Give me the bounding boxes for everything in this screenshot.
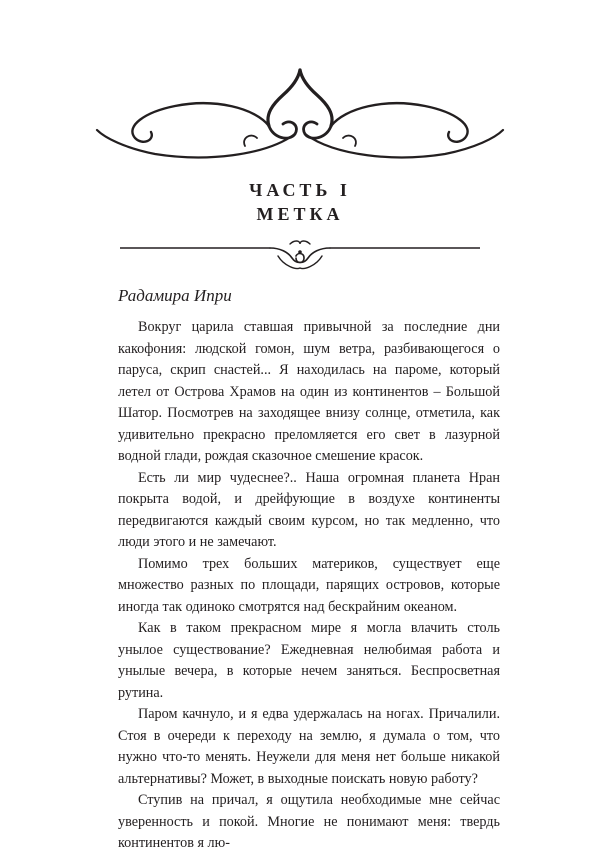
ornamental-divider xyxy=(120,238,480,272)
paragraph: Паром качнуло, и я едва удержалась на ногах. Причалили. Стоя в очереди к переходу на землю, я думала о том, что нужно что-то менять. Неужели для меня нет больше никакой альтернативы? Может, в выходные поискать новую работу? xyxy=(118,706,500,787)
part-label: ЧАСТЬ I xyxy=(249,180,351,200)
paragraph: Вокруг царила ставшая привычной за последние дни какофония: людской гомон, шум ветра, разбивающегося о паруса, скрип снастей... Я находилась на пароме, который летел от Острова Храмов на один из континентов – Большой Шатор. Посмотрев на заходящее внизу солнце, отметила, как удивительно прекрасно преломляется его свет в лазурной водной глади, рождая сказочное смешение красок. xyxy=(118,319,500,464)
paragraph: Помимо трех больших материков, существует еще множество разных по площади, парящих островов, которые иногда так одиноко смотрятся над бескрайним океаном. xyxy=(118,555,500,615)
paragraph: Есть ли мир чудеснее?.. Наша огромная планета Нран покрыта водой, и дрейфующие в воздухе континенты передвигаются каждый своим курсом, но так медленно, что люди этого и не замечают. xyxy=(118,469,500,550)
body-text xyxy=(118,317,500,855)
paragraph: Как в таком прекрасном мире я могла влачить столь унылое существование? Ежедневная нелюбимая работа и унылые вечера, в которые нечем заняться. Беспросветная рутина. xyxy=(118,620,500,701)
paragraph: Ступив на причал, я ощутила необходимые мне сейчас уверенность и покой. Многие не понимают меня: твердь континентов я лю- xyxy=(118,792,500,851)
top-flourish-ornament xyxy=(95,68,505,163)
chapter-title: МЕТКА xyxy=(256,204,344,224)
author-name: Радамира Ипри xyxy=(118,286,232,305)
